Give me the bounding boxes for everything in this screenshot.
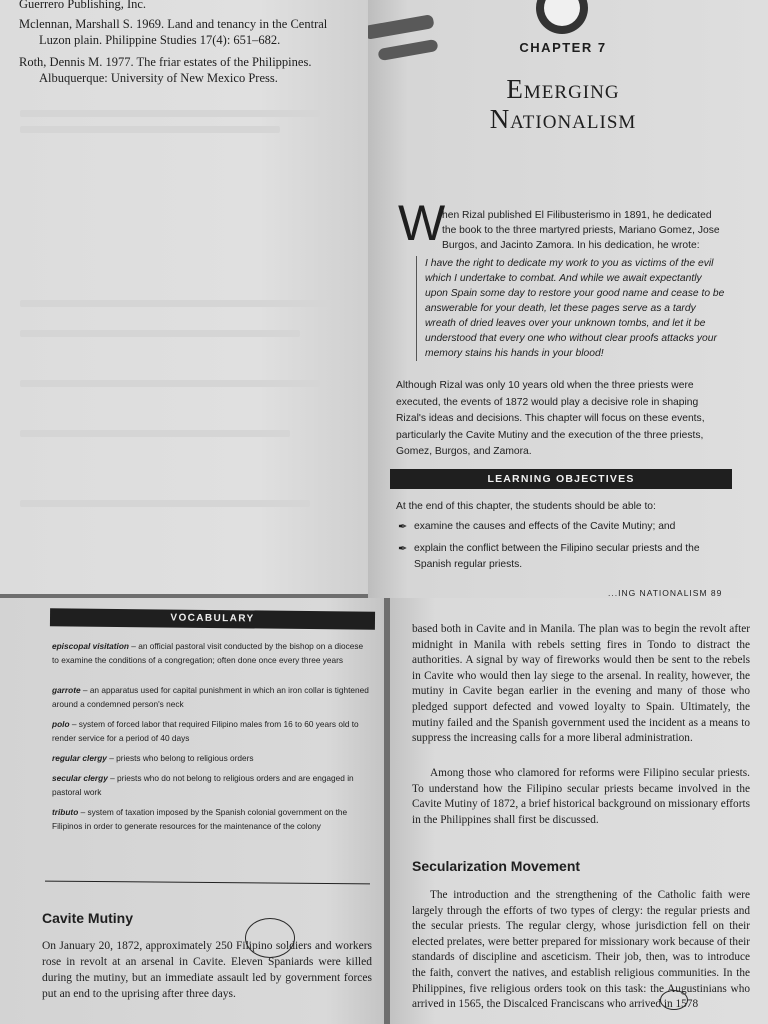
chapter-title-line: Nationalism <box>489 104 637 134</box>
term-name: tributo <box>52 807 79 817</box>
section-heading: Cavite Mutiny <box>42 910 134 926</box>
handwritten-circle <box>245 918 295 958</box>
term-definition: – an apparatus used for capital punishment in which an iron collar is tightened around a condemned person's neck <box>52 685 369 709</box>
term-definition: – priests who belong to religious orders <box>106 753 254 763</box>
body-paragraph: On January 20, 1872, approximately 250 Filipino soldiers and workers rose in revolt at an arsenal in Cavite. Eleven Spaniards were killed during the mutiny, but an immediate assault led by government forces put an end to the uprising after three days. <box>42 940 372 1000</box>
decorative-stripe <box>377 39 438 61</box>
section-divider <box>45 881 370 885</box>
bleed-through <box>20 300 330 307</box>
term-definition: – system of taxation imposed by the Spanish colonial government on the Filipinos in order to generate resources for the maintenance of the colony <box>52 807 348 831</box>
reference-entry <box>20 0 360 12</box>
body-page <box>390 598 768 1024</box>
chapter-number: CHAPTER 7 <box>519 40 607 55</box>
objective-item <box>398 519 728 535</box>
dedication-quote: I have the right to dedicate my work to you as victims of the evil which I undertake to combat. And while we await expectantly upon Spain some day to restore your good name and cease to be answerable for your death, let these pages serve as a tardy wreath of dried leaves over your unknown tombs, and let it be understood that every one who without clear proofs attacks your memory stains his hands in your blood! <box>416 256 726 361</box>
bleed-through <box>20 330 300 337</box>
chapter-emblem-icon <box>536 0 588 34</box>
term-name: regular clergy <box>52 753 107 763</box>
pen-bullet-icon: ✒ <box>398 521 408 533</box>
vocabulary-page <box>0 598 384 1024</box>
objective-text: examine the causes and effects of the Cavite Mutiny; and <box>414 521 676 532</box>
decorative-stripe <box>368 14 435 40</box>
drop-cap: W <box>398 195 446 251</box>
chapter-page <box>368 0 768 598</box>
reference-text: Guerrero Publishing, Inc. <box>19 0 147 11</box>
term-name: secular clergy <box>52 773 108 783</box>
learning-objectives-heading: LEARNING OBJECTIVES <box>390 469 732 489</box>
vocabulary-term <box>52 752 372 766</box>
vocabulary-term <box>52 684 372 711</box>
section-heading: Secularization Movement <box>412 858 581 874</box>
vocabulary-term <box>52 640 372 667</box>
term-name: garrote <box>52 685 81 695</box>
vocabulary-term <box>52 718 372 745</box>
reference-page <box>0 0 368 594</box>
body-paragraph: Among those who clamored for reforms were Filipino secular priests. To understand how the Filipino secular priests became involved in the Cavite Mutiny of 1872, a brief historical background on missionary efforts in the Philippines shall first be discussed. <box>412 767 750 826</box>
term-name: episcopal visitation <box>52 641 129 651</box>
vocabulary-term <box>52 772 372 799</box>
objective-item <box>398 541 728 573</box>
bleed-through <box>20 500 310 507</box>
reference-entry <box>20 16 360 48</box>
bleed-through <box>20 430 290 437</box>
bleed-through <box>20 110 320 117</box>
body-paragraph: The introduction and the strengthening of the Catholic faith were largely through the efforts of two types of clergy: the regular priests and the secular priests. The regular clergy, whose jurisdiction fell on their elected prelates, were better prepared for missionary work because of their standards of discipline and asceticism. Their job, then, was to introduce the faith, convert the natives, and establish religious communities. In the Philippines, five religious orders took on this task: the Augustinians who arrived in 1565, the Discalced Franciscans who arrived in 1578 <box>412 889 750 1011</box>
chapter-title <box>448 74 678 134</box>
term-definition: – priests who do not belong to religious orders and are engaged in pastoral work <box>52 773 354 797</box>
reference-text: Albuquerque: University of New Mexico Press. <box>39 71 278 85</box>
vocabulary-heading: VOCABULARY <box>50 608 375 629</box>
chapter-title-line: Emerging <box>506 74 620 104</box>
reference-entry <box>20 54 360 86</box>
objective-text: explain the conflict between the Filipino secular priests and the Spanish regular priests. <box>414 543 700 570</box>
intro-paragraph: hen Rizal published El Filibusterismo in 1891, he dedicated the book to the three martyred priests, Mariano Gomez, Jose Burgos, and Jacinto Zamora. In his dedication, he wrote: <box>442 210 720 251</box>
body-paragraph: based both in Cavite and in Manila. The plan was to begin the revolt after midnight in Manila with rebels setting fires in Tondo to distract the authorities. A signal by way of fireworks would then be sent to the rebels in Cavite who would then lay siege to the arsenal. In reality, however, the mutiny in Cavite began earlier in the evening and many of those who pledged support defected and vowed loyalty to Spain. Ultimately, the mutiny failed and the Spanish government used the incident as a means to suppress the increasing calls for a more liberal administration. <box>412 623 750 745</box>
reference-text: Roth, Dennis M. 1977. The friar estates of the Philippines. <box>19 55 312 69</box>
pen-bullet-icon: ✒ <box>398 543 408 555</box>
term-name: polo <box>52 719 70 729</box>
handwritten-circle <box>660 990 688 1010</box>
term-definition: – system of forced labor that required Filipino males from 16 to 60 years old to render service for a period of 40 days <box>52 719 359 743</box>
intro-continuation: Although Rizal was only 10 years old when the three priests were executed, the events of 1872 would play a decisive role in shaping Rizal's ideas and decisions. This chapter will focus on these events, particularly the Cavite Mutiny and the execution of the three priests, Gomez, Burgos, and Zamora. <box>396 380 705 457</box>
bleed-through <box>20 126 280 133</box>
term-definition: – an official pastoral visit conducted by the bishop on a diocese to examine the conditions of a congregation; often done once every three years <box>52 641 364 665</box>
reference-text: Luzon plain. Philippine Studies 17(4): 651–682. <box>39 33 281 47</box>
reference-text: Mclennan, Marshall S. 1969. Land and tenancy in the Central <box>19 17 328 31</box>
bleed-through <box>20 380 320 387</box>
learning-objectives-lead: At the end of this chapter, the students should be able to: <box>396 501 656 512</box>
page-folio: ...ING NATIONALISM 89 <box>608 588 723 598</box>
vocabulary-term <box>52 806 372 833</box>
